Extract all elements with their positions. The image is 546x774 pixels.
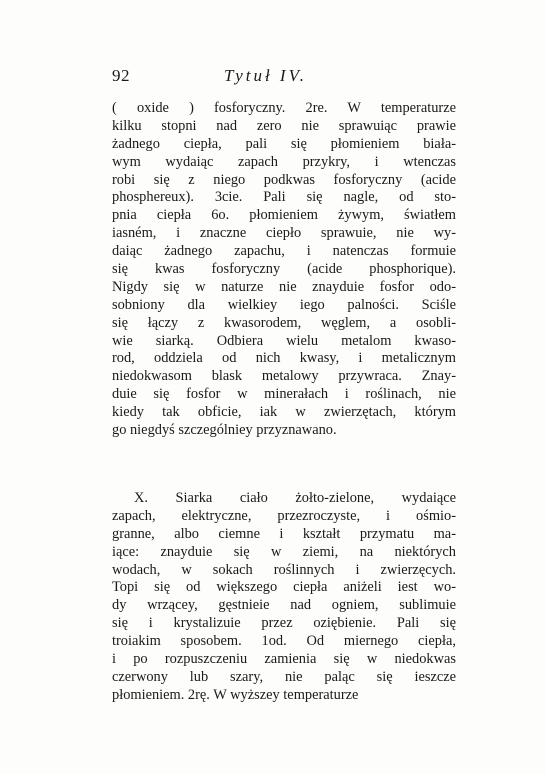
text-line: Nigdy się w naturze nie znayduie fosfor odo- [112, 278, 456, 295]
page-number: 92 [112, 66, 130, 85]
text-line: wym wydaiąc zapach przykry, i wtenczas [112, 153, 456, 170]
paragraph-sulfur [112, 490, 456, 705]
text-line: iasném, i znaczne ciepło sprawuie, nie wy- [112, 225, 456, 242]
text-line: żadnego ciepła, pali się płomieniem biała- [112, 135, 456, 152]
text-line: płomieniem. 2rę. W wyższey temperaturze [112, 686, 359, 703]
text-line: dy wrzącey, gęstnieie nad ogniem, sublimuie [112, 597, 456, 614]
text-line: rod, oddziela od nich kwasy, i metalicznym [112, 350, 456, 367]
page-header [112, 66, 456, 90]
text-line: zapach, elektryczne, przezroczyste, i ośmio- [112, 507, 456, 524]
text-line: duie się fosfor w minerałach i roślinach, nie [112, 386, 456, 403]
text-line: wie siarką. Odbiera wielu metalom kwaso- [112, 332, 456, 349]
text-line: kiedy tak obficie, iak w zwierzętach, którym [112, 404, 456, 421]
text-line: granne, albo ciemne i kształt przymatu ma- [112, 525, 456, 542]
text-line: kilku stopni nad zero nie sprawuiąc prawie [112, 117, 456, 134]
text-line: czerwony lub szary, nie paląc się ieszcze [112, 668, 456, 685]
text-line: robi się z niego podkwas fosforyczny (acide [112, 171, 456, 188]
running-title: Tytuł IV. [224, 66, 308, 85]
text-line: phosphereux). 3cie. Pali się nagle, od sto- [112, 189, 456, 206]
text-line: się łączy z kwasorodem, węglem, a osobli- [112, 314, 456, 331]
text-line: X. Siarka ciało żołto-zielone, wydaiące [134, 490, 456, 506]
text-line: troiakim sposobem. 1od. Od miernego ciepła, [112, 633, 456, 650]
text-line: iące: znayduie się w ziemi, na niektórych [112, 543, 456, 560]
paragraph-phosphorus [112, 100, 456, 440]
text-line: sobniony dla wielkiey iego palności. Sciśle [112, 296, 456, 313]
text-line: i po rozpuszczeniu zamienia się w niedokwas [112, 651, 456, 668]
text-line: się kwas fosforyczny (acide phosphorique). [112, 261, 456, 278]
text-line: wodach, w sokach roślinnych i zwierzęcych. [112, 561, 456, 578]
text-line: daiąc żadnego zapachu, i natenczas formuie [112, 243, 456, 260]
text-line: niedokwasom blask metalowy przywraca. Znay- [112, 368, 456, 385]
text-line: się i krystalizuie przez oziębienie. Pali się [112, 615, 456, 632]
text-line: ( oxide ) fosforyczny. 2re. W temperaturze [112, 100, 456, 116]
text-line: go niegdyś szczególniey przyznawano. [112, 422, 337, 439]
text-line: Topi się od większego ciepła aniżeli iest wo- [112, 579, 456, 596]
text-line: pnia ciepła 6o. płomieniem żywym, światłem [112, 207, 456, 224]
